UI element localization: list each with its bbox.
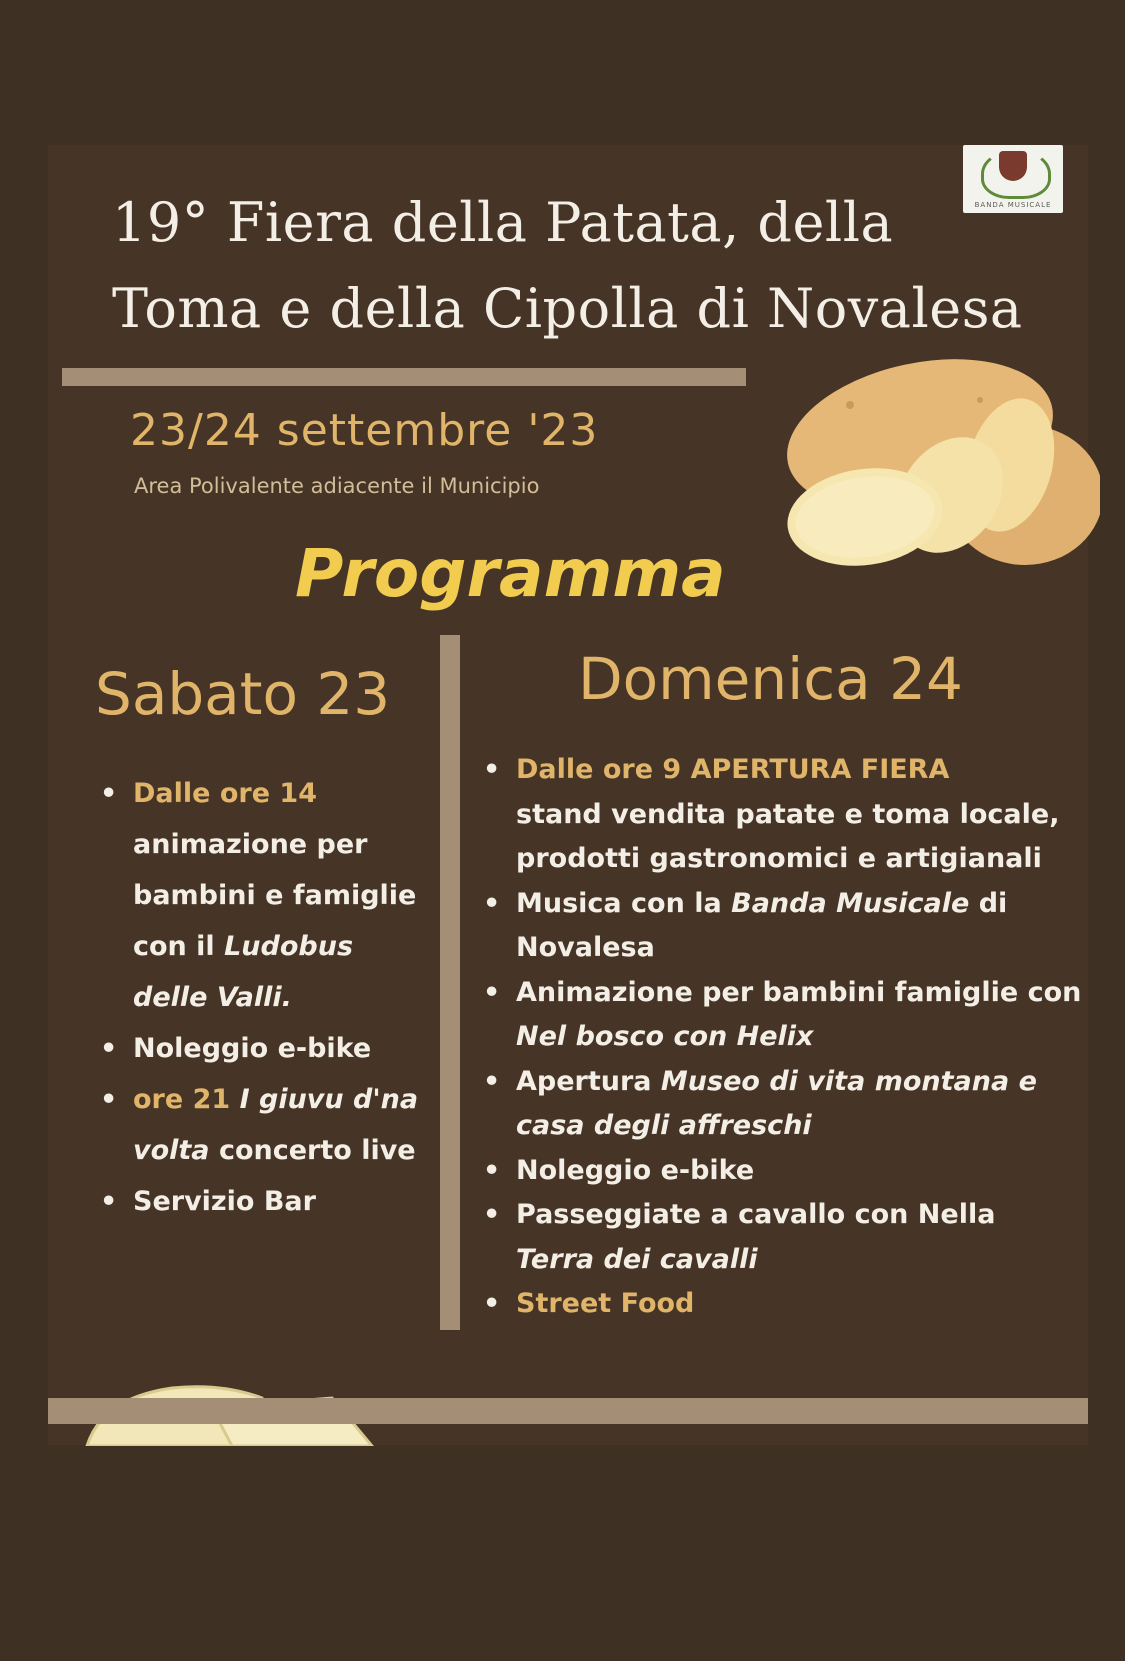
potato-illustration: [770, 345, 1100, 580]
item-time: Dalle ore 9 APERTURA FIERA: [516, 754, 950, 785]
saturday-heading: Sabato 23: [95, 660, 391, 728]
item-italic: I giuvu d'na volta: [133, 1084, 419, 1166]
item-italic: Museo di vita montana e casa degli affreschi: [516, 1065, 1037, 1141]
list-item: [483, 882, 1083, 971]
item-text: di Novalesa: [516, 887, 1008, 963]
list-item: [100, 1176, 430, 1227]
item-time: Dalle ore 14: [133, 778, 318, 809]
item-italic: Nel bosco con Helix: [516, 1021, 814, 1052]
programma-heading: Programma: [295, 535, 726, 612]
item-time: ore 21: [133, 1084, 231, 1115]
item-text: Animazione per bambini famiglie con: [516, 976, 1082, 1008]
list-item: [483, 971, 1083, 1060]
item-text: Street Food: [516, 1288, 695, 1319]
title-line-1: 19° Fiera della Patata, della: [112, 191, 894, 254]
item-text: stand vendita patate e toma locale, prodotti gastronomici e artigianali: [516, 798, 1060, 874]
item-text: Servizio Bar: [133, 1186, 316, 1217]
sunday-heading: Domenica 24: [578, 645, 963, 713]
item-text: Musica con la: [516, 887, 722, 919]
list-item: [100, 1074, 430, 1176]
list-item: [100, 768, 430, 1023]
list-item: [100, 1023, 430, 1074]
item-text: Noleggio e-bike: [133, 1033, 372, 1064]
item-italic: Banda Musicale: [731, 887, 970, 919]
list-item: [483, 1149, 1083, 1194]
item-text: concerto live: [218, 1135, 416, 1166]
item-text: animazione per bambini e famiglie con il: [133, 829, 417, 962]
bottom-divider-bar: [48, 1398, 1088, 1424]
top-divider-bar: [62, 368, 746, 386]
sunday-program-list: [483, 748, 1083, 1327]
title-line-2: Toma e della Cipolla di Novalesa: [112, 277, 1023, 340]
item-text: Passeggiate a cavallo con Nella: [516, 1199, 996, 1230]
list-item: [483, 1060, 1083, 1149]
item-italic: Ludobus delle Valli.: [133, 931, 354, 1013]
list-item: [483, 1282, 1083, 1327]
municipal-crest-logo: BANDA MUSICALE: [963, 145, 1063, 213]
saturday-program-list: [100, 768, 430, 1227]
event-dates: 23/24 settembre '23: [130, 405, 599, 456]
list-item: [483, 748, 1083, 882]
item-text: Apertura: [516, 1065, 652, 1097]
list-item: [483, 1193, 1083, 1282]
event-title: [112, 180, 1092, 352]
column-divider: [440, 635, 460, 1330]
item-text: Noleggio e-bike: [516, 1154, 755, 1186]
event-venue: Area Polivalente adiacente il Municipio: [134, 474, 540, 498]
item-italic: Terra dei cavalli: [516, 1243, 758, 1275]
